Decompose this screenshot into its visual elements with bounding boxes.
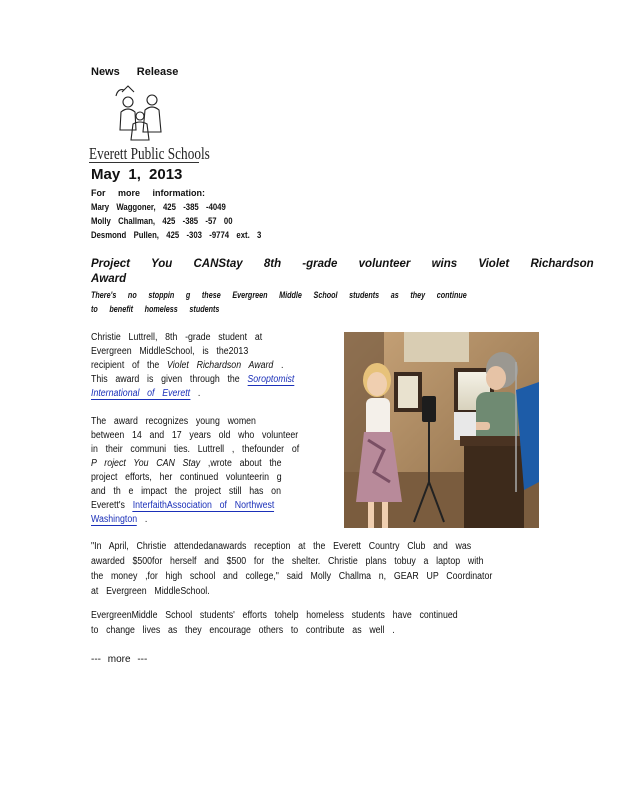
soroptimist-link-continued[interactable]: International of Everett: [91, 388, 191, 399]
para4-line: to change lives as they encourage others to contribute as well .: [91, 625, 395, 636]
more-indicator: --- more ---: [91, 654, 148, 665]
headline-continued: Award: [91, 273, 127, 285]
contact-line: Molly Challman, 425 -385 -57 00: [91, 216, 233, 226]
para1-line: Evergreen MiddleSchool, is the2013: [91, 346, 249, 357]
para2-line: [91, 458, 282, 469]
interfaith-link-continued[interactable]: Washington: [91, 514, 138, 525]
contact-line: Desmond Pullen, 425 -303 -9774 ext. 3: [91, 230, 262, 240]
subheadline-continued: to benefit homeless students: [91, 304, 220, 314]
para1-line: [91, 388, 200, 399]
para1-text: This award is given through the: [91, 374, 248, 385]
headline: Project You CANStay 8th -grade volunteer wins Violet Richardson: [91, 258, 594, 270]
subheadline: There's no stoppin g these Evergreen Middle School students as they continue: [91, 290, 467, 300]
interfaith-link[interactable]: InterfaithAssociation of Northwest: [132, 500, 275, 511]
soroptimist-link[interactable]: Soroptomist: [247, 374, 295, 385]
more-info-label: For more information:: [91, 188, 205, 198]
contact-line: Mary Waggoner, 425 -385 -4049: [91, 202, 226, 212]
para2-text: ,wrote about the: [200, 458, 282, 469]
award-photo: [344, 332, 539, 528]
district-name-logo: Everett Public Schools: [89, 144, 210, 163]
para4-line: EvergreenMiddle School students' efforts tohelp homeless students have continued: [91, 610, 458, 621]
para3-line: the money ,for high school and college," said Molly Challma n, GEAR UP Coordinator: [91, 571, 493, 582]
para2-text: .: [137, 514, 148, 525]
project-name: P roject You CAN Stay: [91, 458, 201, 469]
para2-line: and th e impact the project still has on: [91, 486, 281, 497]
para1-line: [91, 360, 283, 371]
para2-line: in their communi ties. Luttrell , thefounder of: [91, 444, 300, 455]
para3-line: "In April, Christie attendedanawards reception at the Everett Country Club and was: [91, 541, 472, 552]
para2-line: [91, 500, 274, 511]
para2-line: The award recognizes young women: [91, 416, 256, 427]
para1-line: Christie Luttrell, 8th -grade student at: [91, 332, 263, 343]
para1-text: .: [273, 360, 284, 371]
para3-line: at Evergreen MiddleSchool.: [91, 586, 210, 597]
para2-line: [91, 514, 147, 525]
logo-underline: [89, 162, 199, 163]
release-date: May 1, 2013: [91, 166, 183, 183]
para1-line: [91, 374, 294, 385]
award-name: Violet Richardson Award: [167, 360, 274, 371]
para1-text: .: [190, 388, 201, 399]
news-release-label: News Release: [91, 66, 179, 78]
para3-line: awarded $500for herself and $500 for the shelter. Christie plans tobuy a laptop with: [91, 556, 484, 567]
para2-text: Everett's: [91, 500, 133, 511]
district-logo-icon: [108, 82, 172, 144]
para2-line: project efforts, her continued volunteerin g: [91, 472, 282, 483]
para2-line: between 14 and 17 years old who volunteer: [91, 430, 299, 441]
para1-text: recipient of the: [91, 360, 168, 371]
